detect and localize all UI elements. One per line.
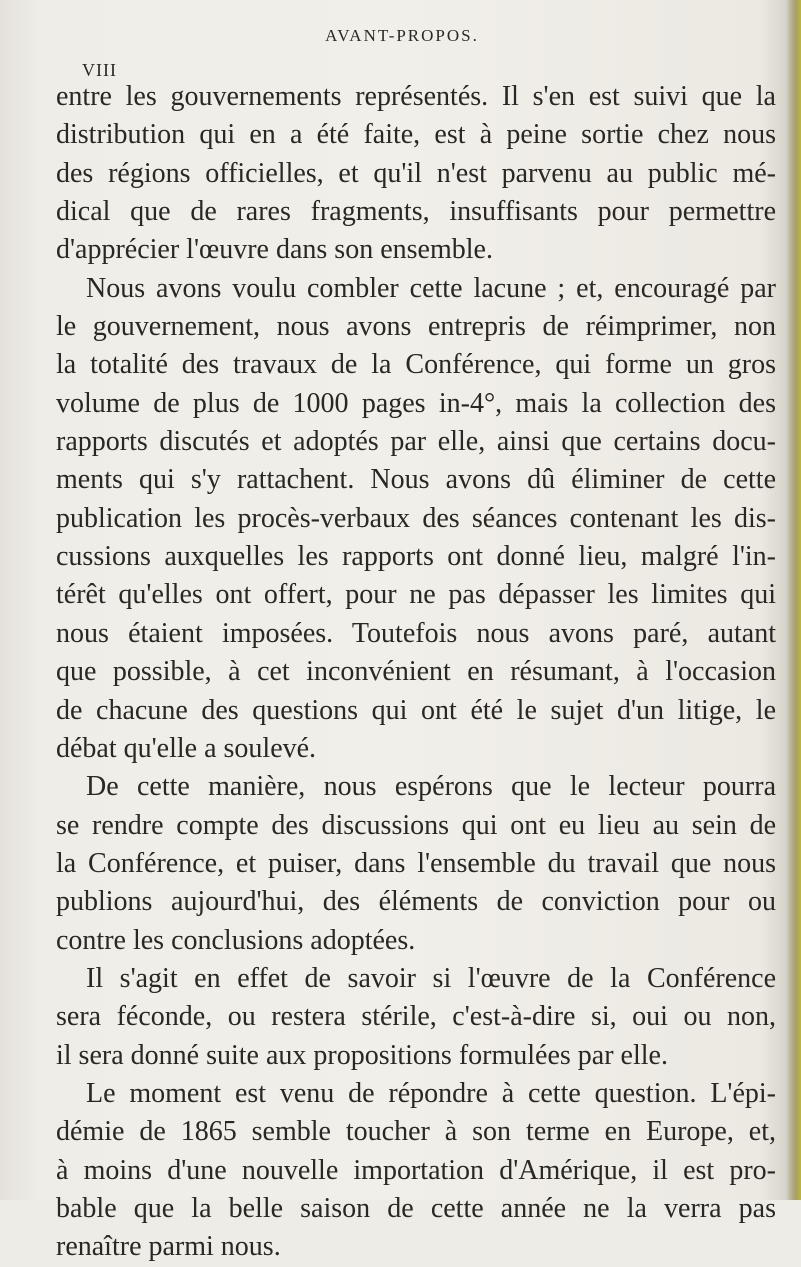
text-line: entre les gouvernements représentés. Il s'en est suivi que la — [56, 81, 776, 112]
text-line: De cette manière, nous espérons que le lecteur pourra — [86, 771, 776, 803]
text-line: rapports discutés et adoptés par elle, ainsi que certains docu- — [56, 426, 776, 458]
text-line: ments qui s'y rattachent. Nous avons dû éliminer de cette — [56, 464, 776, 496]
text-line: térêt qu'elles ont offert, pour ne pas dépasser les limites qui — [56, 579, 776, 611]
text-line: se rendre compte des discussions qui ont eu lieu au sein de — [56, 809, 776, 841]
text-line: d'apprécier l'œuvre dans son ensemble. — [56, 234, 493, 266]
text-line: il sera donné suite aux propositions formulées par elle. — [56, 1039, 668, 1071]
text-line: bable que la belle saison de cette année ne la verra pas — [56, 1192, 776, 1224]
text-line: Le moment est venu de répondre à cette question. L'épi- — [86, 1077, 776, 1109]
running-head — [42, 26, 762, 80]
body-text — [56, 78, 776, 1267]
text-line: publication les procès-verbaux des séances contenant les dis- — [56, 502, 776, 534]
text-line: Il s'agit en effet de savoir si l'œuvre de la Conférence — [86, 962, 776, 994]
text-line: volume de plus de 1000 pages in-4°, mais la collection des — [56, 387, 776, 419]
text-line: renaître parmi nous. — [56, 1231, 281, 1263]
page-number: VIII — [82, 60, 117, 80]
text-line: débat qu'elle a soulevé. — [56, 732, 317, 764]
text-line: distribution qui en a été faite, est à peine sortie chez nous — [56, 119, 776, 151]
text-line: nous étaient imposées. Toutefois nous avons paré, autant — [56, 617, 776, 649]
running-title: AVANT-PROPOS. — [325, 26, 479, 45]
text-line: publions aujourd'hui, des éléments de conviction pour ou — [56, 886, 776, 918]
text-line: sera féconde, ou restera stérile, c'est-à-dire si, oui ou non, — [56, 1001, 776, 1033]
text-line: des régions officielles, et qu'il n'est parvenu au public mé- — [56, 157, 776, 189]
text-line: que possible, à cet inconvénient en résumant, à l'occasion — [56, 656, 776, 688]
text-line: cussions auxquelles les rapports ont donné lieu, malgré l'in- — [56, 541, 776, 573]
text-line: la totalité des travaux de la Conférence, qui forme un gros — [56, 349, 776, 381]
text-line: Nous avons voulu combler cette lacune ; et, encouragé par — [86, 272, 776, 304]
text-line: de chacune des questions qui ont été le sujet d'un litige, le — [56, 694, 776, 726]
page-edge-shadow — [787, 0, 801, 1200]
text-line: démie de 1865 semble toucher à son terme en Europe, et, — [56, 1116, 776, 1148]
text-line: dical que de rares fragments, insuffisants pour permettre — [56, 196, 776, 228]
text-line: la Conférence, et puiser, dans l'ensemble du travail que nous — [56, 847, 776, 879]
text-line: contre les conclusions adoptées. — [56, 924, 416, 956]
text-line: le gouvernement, nous avons entrepris de réimprimer, non — [56, 311, 776, 343]
text-line: à moins d'une nouvelle importation d'Amérique, il est pro- — [56, 1154, 776, 1186]
